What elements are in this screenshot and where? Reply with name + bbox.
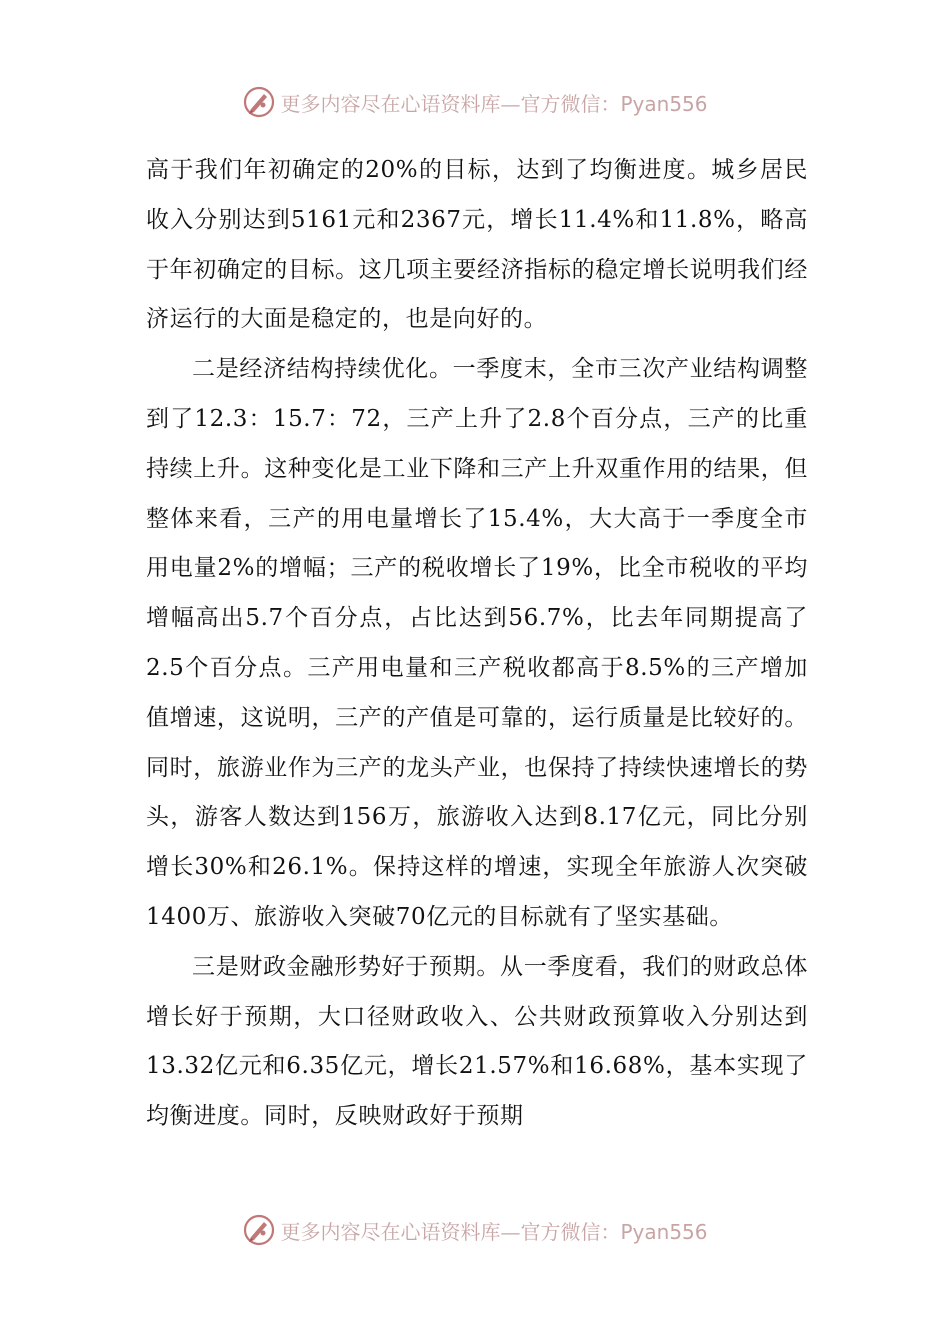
watermark-text: 更多内容尽在心语资料库—官方微信：Pyan556 <box>280 1219 708 1244</box>
paragraph-2: 二是经济结构持续优化。一季度末，全市三次产业结构调整到了12.3：15.7：72，三产上升了2.8个百分点，三产的比重持续上升。这种变化是工业下降和三产上升双重作用的结果，但整体来看，三产的用电量增长了15.4%，大大高于一季度全市用电量2%的增幅；三产的税收增长了19%，比全市税收的平均增幅高出5.7个百分点，占比达到56.7%，比去年同期提高了2.5个百分点。三产用电量和三产税收都高于8.5%的三产增加值增速，这说明，三产的产值是可靠的，运行质量是比较好的。同时，旅游业作为三产的龙头产业，也保持了持续快速增长的势头，游客人数达到156万，旅游收入达到8.17亿元，同比分别增长30%和26.1%。保持这样的增速，实现全年旅游人次突破1400万、旅游收入突破70亿元的目标就有了坚实基础。 <box>146 356 808 930</box>
watermark-wechat-id: Pyan556 <box>620 91 708 116</box>
footer-watermark <box>0 1208 950 1252</box>
paragraph-1: 高于我们年初确定的20%的目标，达到了均衡进度。城乡居民收入分别达到5161元和2367元，增长11.4%和11.8%，略高于年初确定的目标。这几项主要经济指标的稳定增长说明我们经济运行的大面是稳定的，也是向好的。 <box>146 157 808 333</box>
watermark-text: 更多内容尽在心语资料库—官方微信：Pyan556 <box>280 91 708 116</box>
paragraph-3: 三是财政金融形势好于预期。从一季度看，我们的财政总体增长好于预期，大口径财政收入、公共财政预算收入分别达到13.32亿元和6.35亿元，增长21.57%和16.68%，基本实现了均衡进度。同时，反映财政好于预期 <box>146 953 808 1130</box>
pen-logo-icon <box>242 85 276 119</box>
watermark-wechat-id: Pyan556 <box>620 1219 708 1244</box>
document-body <box>146 146 808 1142</box>
header-watermark <box>0 80 950 124</box>
pen-logo-icon <box>242 1213 276 1247</box>
